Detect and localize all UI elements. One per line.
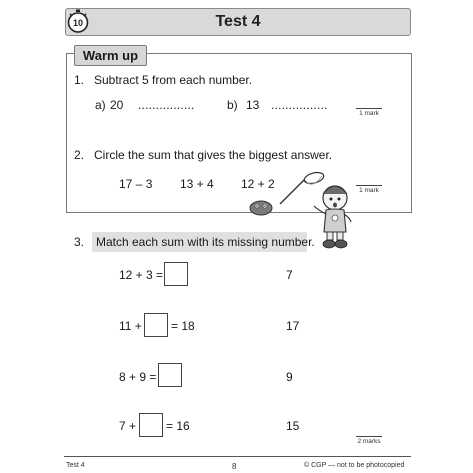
q2-text: Circle the sum that gives the biggest answer.	[94, 148, 333, 162]
q2-sum-option[interactable]: 17 – 3	[119, 177, 153, 191]
q2-sum-option[interactable]: 13 + 4	[180, 177, 214, 191]
stopwatch-icon	[66, 9, 90, 33]
q1a-value: 20	[110, 98, 124, 112]
q3-text: Match each sum with its missing number.	[96, 235, 315, 249]
q2-mark-line	[356, 185, 382, 186]
footer-test-label: Test 4	[66, 462, 85, 469]
timer-value: 10	[72, 18, 84, 28]
q3-answer-box[interactable]	[164, 262, 188, 286]
page-title: Test 4	[215, 13, 261, 30]
q2-number: 2.	[74, 148, 85, 162]
q3-answer-option[interactable]: 7	[286, 268, 293, 282]
q3-answer-box[interactable]	[144, 313, 168, 337]
q3-number: 3.	[74, 235, 85, 249]
footer-copyright: © CGP — not to be photocopied	[304, 462, 405, 469]
page-number: 8	[232, 462, 237, 471]
q2-mark: 1 mark	[359, 187, 379, 194]
q3-sum-before: 8 + 9 =	[119, 370, 157, 384]
q3-answer-option[interactable]: 9	[286, 370, 293, 384]
q3-sum-after: = 16	[166, 419, 190, 433]
q3-mark-line	[356, 436, 382, 437]
q1-mark: 1 mark	[359, 110, 379, 117]
q3-answer-option[interactable]: 15	[286, 419, 300, 433]
warm-up-tab: Warm up	[74, 45, 147, 66]
q3-mark: 2 marks	[357, 438, 381, 445]
q3-answer-option[interactable]: 17	[286, 319, 300, 333]
q3-sum-before: 12 + 3 =	[119, 268, 164, 282]
q1b-label: b)	[227, 98, 238, 112]
q1b-value: 13	[246, 98, 260, 112]
q3-answer-box[interactable]	[158, 363, 182, 387]
q1a-label: a)	[95, 98, 106, 112]
q3-sum-after: = 18	[171, 319, 195, 333]
q3-sum-before: 7 +	[119, 419, 137, 433]
q1b-answer-blank[interactable]: ................	[271, 98, 328, 112]
q1-mark-line	[356, 108, 382, 109]
q1-number: 1.	[74, 73, 85, 87]
q1a-answer-blank[interactable]: ................	[138, 98, 195, 112]
footer-divider	[64, 456, 411, 457]
q3-sum-before: 11 +	[119, 319, 142, 333]
q3-answer-box[interactable]	[139, 413, 163, 437]
q2-sum-option[interactable]: 12 + 2	[241, 177, 275, 191]
q1-text: Subtract 5 from each number.	[94, 73, 253, 87]
